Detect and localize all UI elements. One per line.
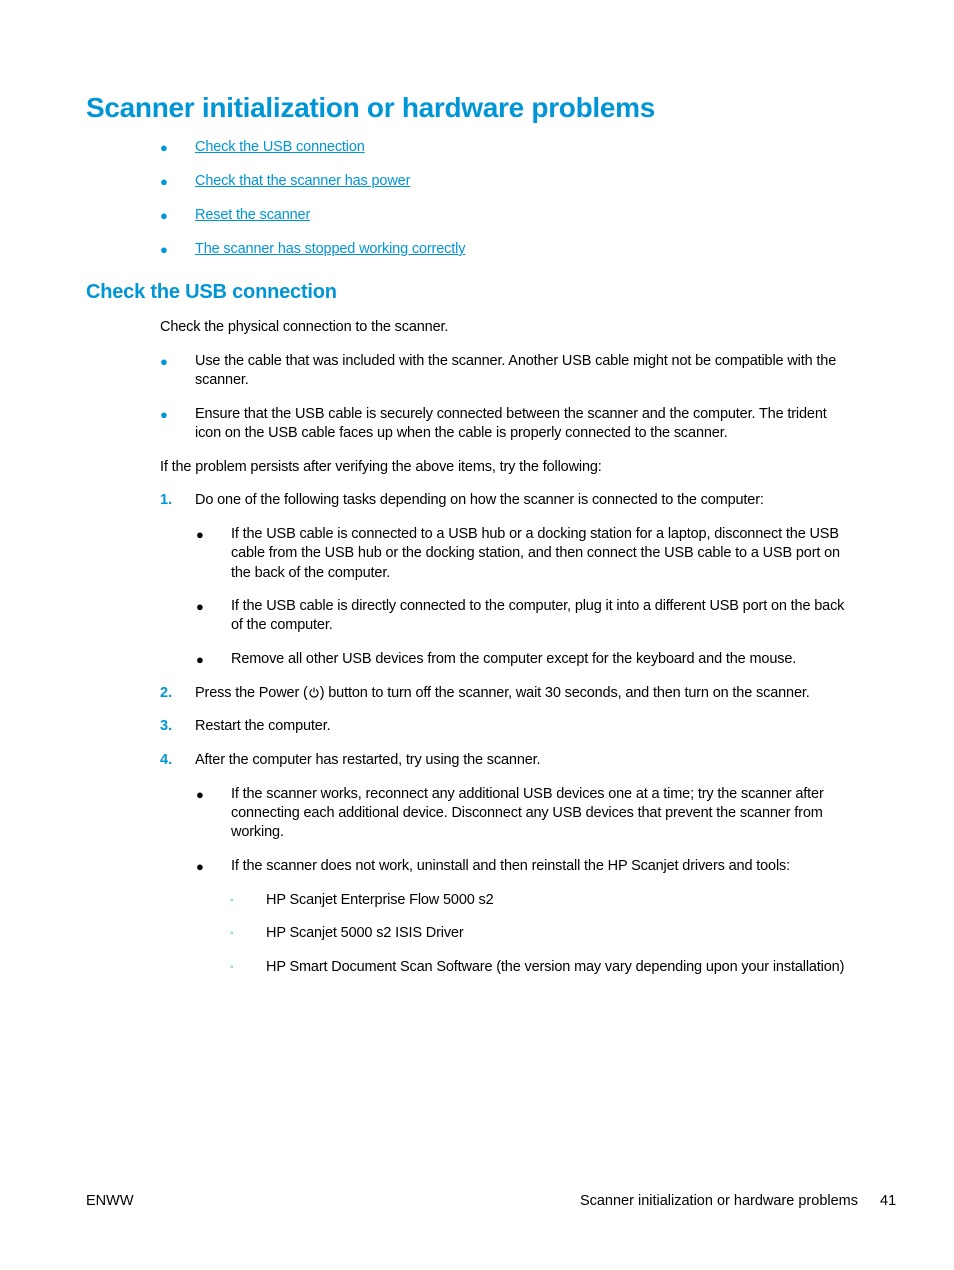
footer-section-title: Scanner initialization or hardware problems bbox=[579, 1193, 858, 1209]
bullet-dot: ● bbox=[160, 354, 168, 369]
step-number: 1. bbox=[160, 492, 173, 508]
bullet-2-line-2: icon on the USB cable faces up when the cable is properly connected to the scanner. bbox=[195, 425, 728, 441]
step-1-sub-2-line-2: of the computer. bbox=[231, 617, 333, 633]
bullet-dot: ● bbox=[160, 407, 168, 422]
step-4-sub-1-line-3: working. bbox=[231, 824, 284, 840]
power-icon bbox=[309, 687, 319, 698]
step-4-text: After the computer has restarted, try using the scanner. bbox=[195, 752, 541, 768]
footer-left: ENWW bbox=[86, 1193, 134, 1209]
step-number: 3. bbox=[160, 718, 173, 734]
circle-bullet: ◦ bbox=[230, 962, 234, 973]
driver-item: HP Smart Document Scan Software (the version may vary depending upon your installation) bbox=[266, 959, 845, 975]
step-1-sub-1-line-1: If the USB cable is connected to a USB hub or a docking station for a laptop, disconnect the USB bbox=[231, 526, 839, 542]
bullet-dot: ● bbox=[196, 859, 204, 874]
step-1-sub-2-line-1: If the USB cable is directly connected to the computer, plug it into a different USB port on the back bbox=[231, 598, 845, 614]
bullet-dot: ● bbox=[160, 140, 168, 155]
toc-link-check-power[interactable]: Check that the scanner has power bbox=[195, 173, 411, 189]
bullet-dot: ● bbox=[196, 599, 204, 614]
step-4-sub-1-line-1: If the scanner works, reconnect any additional USB devices one at a time; try the scanner after bbox=[231, 786, 824, 802]
step-number: 2. bbox=[160, 685, 173, 701]
bullet-2-line-1: Ensure that the USB cable is securely connected between the scanner and the computer. The trident bbox=[195, 406, 827, 422]
bullet-dot: ● bbox=[196, 787, 204, 802]
section-heading: Check the USB connection bbox=[86, 281, 337, 303]
toc-link-stopped-working[interactable]: The scanner has stopped working correctly bbox=[195, 241, 466, 257]
step-2-text-after: ) button to turn off the scanner, wait 30 seconds, and then turn on the scanner. bbox=[319, 685, 810, 701]
bullet-dot: ● bbox=[196, 527, 204, 542]
toc-link-reset-scanner[interactable]: Reset the scanner bbox=[195, 207, 311, 223]
step-number: 4. bbox=[160, 752, 173, 768]
page-number: 41 bbox=[880, 1193, 897, 1209]
step-1-sub-3-line-1: Remove all other USB devices from the computer except for the keyboard and the mouse. bbox=[231, 651, 797, 667]
driver-item: HP Scanjet Enterprise Flow 5000 s2 bbox=[266, 892, 494, 908]
section-intro: Check the physical connection to the scanner. bbox=[160, 319, 449, 335]
driver-item: HP Scanjet 5000 s2 ISIS Driver bbox=[266, 925, 464, 941]
toc-link-check-usb[interactable]: Check the USB connection bbox=[195, 139, 365, 155]
circle-bullet: ◦ bbox=[230, 928, 234, 939]
bullet-1-line-2: scanner. bbox=[195, 372, 249, 388]
bullet-dot: ● bbox=[160, 208, 168, 223]
step-2-text bbox=[195, 684, 810, 704]
bullet-dot: ● bbox=[160, 174, 168, 189]
step-2-text-before: Press the Power ( bbox=[195, 685, 308, 701]
persist-text: If the problem persists after verifying the above items, try the following: bbox=[160, 459, 602, 475]
step-1-sub-1-line-3: the back of the computer. bbox=[231, 565, 391, 581]
step-3-text: Restart the computer. bbox=[195, 718, 331, 734]
page-title: Scanner initialization or hardware problems bbox=[86, 92, 656, 123]
bullet-1-line-1: Use the cable that was included with the scanner. Another USB cable might not be compatible with the bbox=[195, 353, 837, 369]
bullet-dot: ● bbox=[196, 652, 204, 667]
bullet-dot: ● bbox=[160, 242, 168, 257]
step-1-sub-1-line-2: cable from the USB hub or the docking station, and then connect the USB cable to a USB port on bbox=[231, 545, 840, 561]
circle-bullet: ◦ bbox=[230, 895, 234, 906]
step-4-sub-1-line-2: connecting each additional device. Disconnect any USB devices that prevent the scanner from bbox=[231, 805, 823, 821]
step-1-text: Do one of the following tasks depending on how the scanner is connected to the computer: bbox=[195, 492, 764, 508]
step-4-sub-2-line-1: If the scanner does not work, uninstall and then reinstall the HP Scanjet drivers and tools: bbox=[231, 858, 791, 874]
